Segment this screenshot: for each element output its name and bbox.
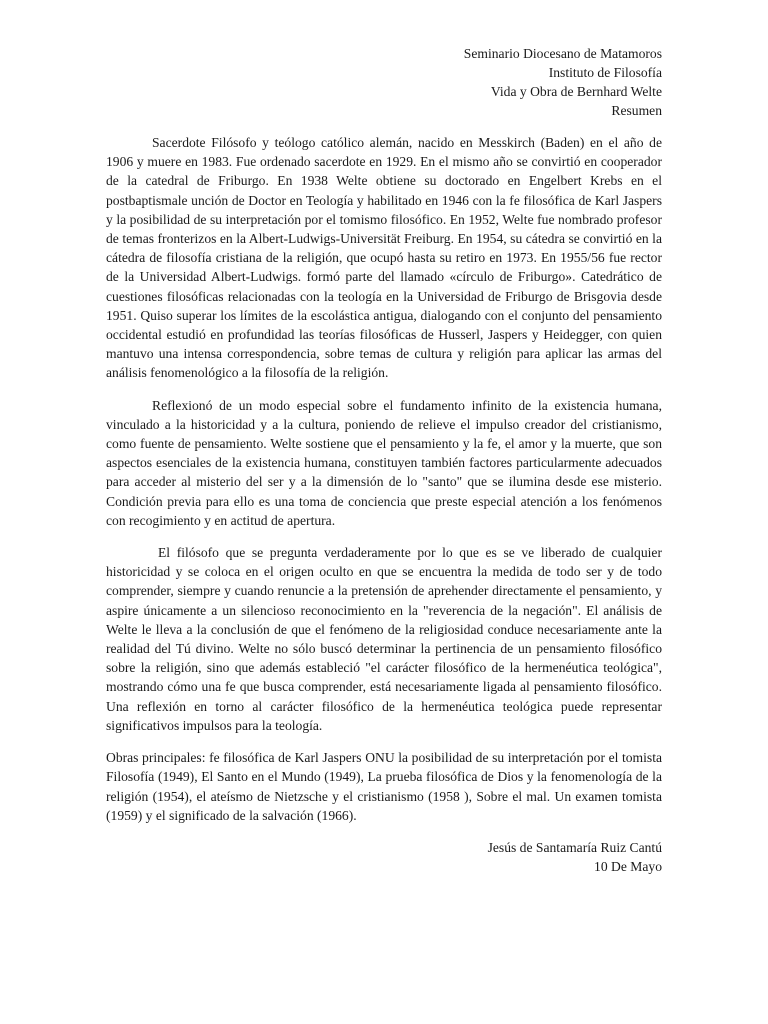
header-title: Vida y Obra de Bernhard Welte xyxy=(490,84,662,99)
header-seminary: Seminario Diocesano de Matamoros xyxy=(463,46,662,61)
paragraph-philosopher: El filósofo que se pregunta verdaderamente por lo que es se ve liberado de cualquier historicidad y se coloca en el origen oculto en que se encuentra la medida de todo ser y de todo comprender, siempre y cuando renuncie a la pretensión de aprehender directamente el pensamiento, y aspire únicamente a un silencioso reconocimiento en la "reverencia de la negación". El análisis de Welte le lleva a la conclusión de que el fenómeno de la religiosidad conduce necesariamente ante la realidad del Tú divino. Welte no sólo buscó determinar la pertinencia de un pensamiento filosófico sobre la religión, sino que además estableció "el carácter filosófico de la hermenéutica teológica", mostrando cómo una fe que busca comprender, está necesariamente ligada al pensamiento filosófico. Una reflexión en torno al carácter filosófico de la hermenéutica teológica puede representar significativos impulsos para la teología. xyxy=(106,545,662,733)
paragraph-biography: Sacerdote Filósofo y teólogo católico alemán, nacido en Messkirch (Baden) en el año de 1906 y muere en 1983. Fue ordenado sacerdote en 1929. En el mismo año se convirtió en cooperador de la catedral de Friburgo. En 1938 Welte obtiene su doctorado en Engelbert Krebs en el postbaptismale unción de Doctor en Teología y habilitado en 1946 con la fe filosófica de Karl Jaspers y la posibilidad de su interpretación por el tomismo filosófico. En 1952, Welte fue nombrado profesor de temas fronterizos en la Albert-Ludwigs-Universität Freiburg. En 1954, su cátedra se convirtió en la cátedra de filosofía cristiana de la religión, que ocupó hasta su retiro en 1973. En 1955/56 fue rector de la Universidad Albert-Ludwigs. formó parte del llamado «círculo de Friburgo». Catedrático de cuestiones filosóficas relacionadas con la teología en la Universidad de Friburgo de Brisgovia desde 1951. Quiso superar los límites de la escolástica antigua, dialogando con el conjunto del pensamiento occidental estudió en profundidad las teorías filosóficas de Husserl, Jaspers y Heidegger, con quien mantuvo una intensa correspondencia, sobre temas de cultura y religión para aplicar las armas del análisis fenomenológico a la filosofía de la religión. xyxy=(106,135,662,381)
signature-name: Jesús de Santamaría Ruiz Cantú xyxy=(487,839,662,855)
signature-date: 10 De Mayo xyxy=(594,858,662,874)
document-header xyxy=(106,44,662,120)
paragraph-works: Obras principales: fe filosófica de Karl Jaspers ONU la posibilidad de su interpretación por el tomista Filosofía (1949), El Santo en el Mundo (1949), La prueba filosófica de Dios y la fenomenología de la religión (1954), el ateísmo de Nietzsche y el cristianismo (1958 ), Sobre el mal. Un examen tomista (1959) y el significado de la salvación (1966). xyxy=(106,750,662,823)
signature-block xyxy=(106,838,662,876)
header-institute: Instituto de Filosofía xyxy=(548,65,662,80)
paragraph-reflection: Reflexionó de un modo especial sobre el fundamento infinito de la existencia humana, vinculado a la historicidad y a la cultura, poniendo de relieve el impulso creador del cristianismo, como fuente de pensamiento. Welte sostiene que el pensamiento y la fe, el amor y la muerte, que son aspectos esenciales de la existencia humana, constituyen también factores particularmente adecuados para acceder al misterio del ser y a la dimensión de lo "santo" que se ilumina desde ese misterio. Condición previa para ello es una toma de conciencia que preste especial atención a los fenómenos con recogimiento y en actitud de apertura. xyxy=(106,397,662,528)
header-subtitle: Resumen xyxy=(611,103,662,118)
